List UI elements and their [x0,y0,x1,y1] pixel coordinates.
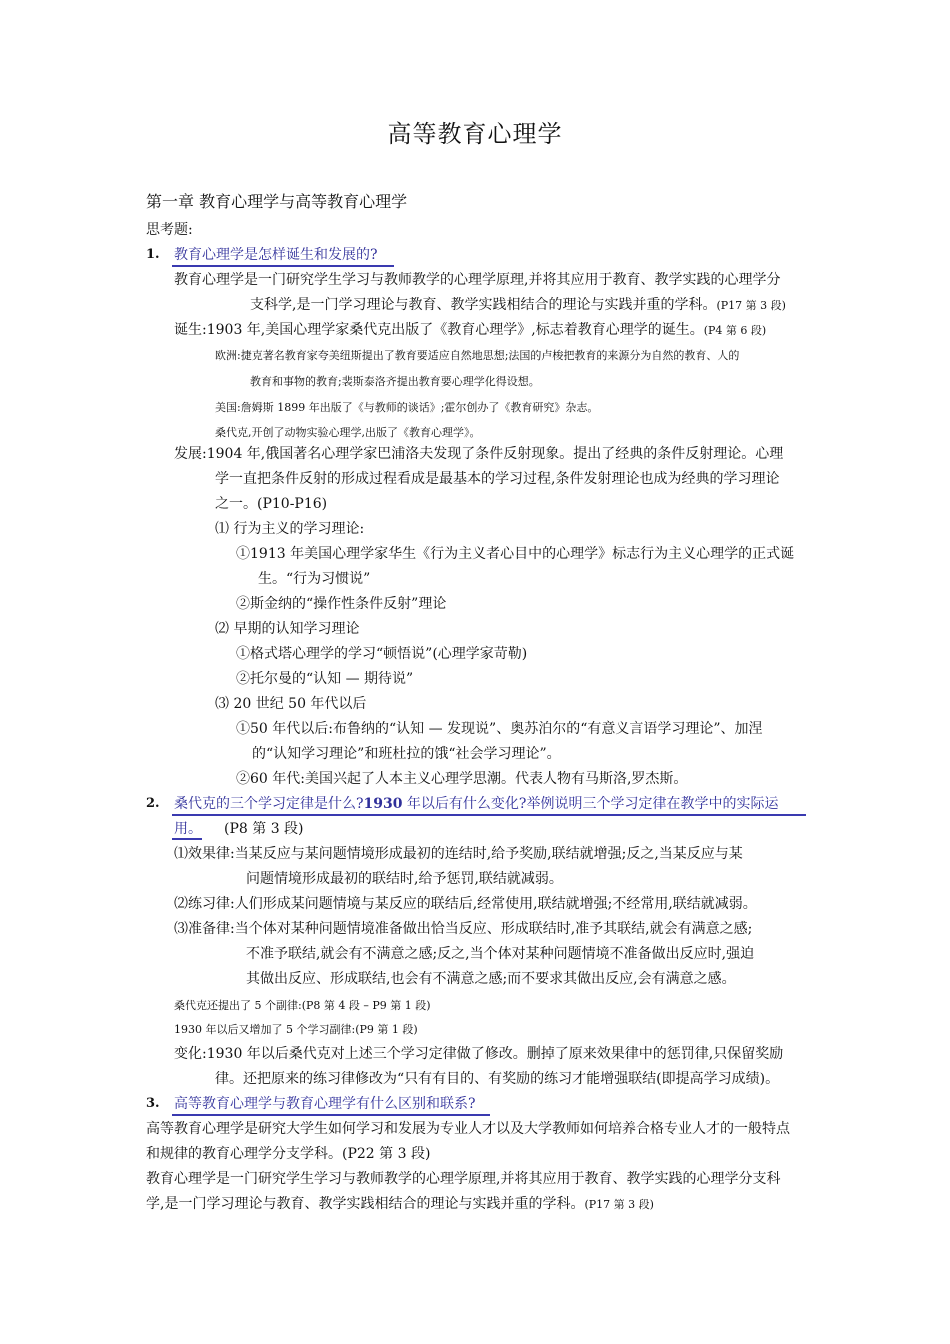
paragraph-line: 桑代克还提出了 5 个副律:(P8 第 4 段 – P9 第 1 段) [174,999,431,1012]
paragraph-line: 学一直把条件反射的形成过程看成是最基本的学习过程,条件发射理论也成为经典的学习理论 [215,471,780,487]
chapter-heading: 第一章 教育心理学与高等教育心理学 [146,192,408,211]
paragraph-line: 1930 年以后又增加了 5 个学习副律:(P9 第 1 段) [174,1023,418,1036]
paragraph-line: 支科学,是一门学习理论与教育、教学实践相结合的理论与实践并重的学科。(P17 第 3 段) [250,297,786,313]
paragraph-line: 律。还把原来的练习律修改为“只有有目的、有奖励的练习才能增强联结(即提高学习成绩)。 [215,1071,780,1087]
list-item: 的“认知学习理论”和班杜拉的饿“社会学习理论”。 [252,746,561,762]
page-reference: (P4 第 6 段) [703,324,767,337]
paragraph-line: 诞生:1903 年,美国心理学家桑代克出版了《教育心理学》,标志着教育心理学的诞生。(P4 第 6 段) [174,322,767,338]
page-reference: (P17 第 3 段) [716,299,786,312]
list-item: ①1913 年美国心理学家华生《行为主义者心目中的心理学》标志行为主义心理学的正式诞 [236,546,795,562]
list-item: 生。“行为习惯说” [258,571,371,587]
list-item: ①50 年代以后:布鲁纳的“认知 — 发现说”、奥苏泊尔的“有意义言语学习理论”、加涅 [236,721,763,737]
law-item: ⑴效果律:当某反应与某问题情境形成最初的连结时,给予奖励,联结就增强;反之,当某反应与某 [174,846,743,862]
question-number: 3. [146,1096,160,1111]
law-item: ⑵练习律:人们形成某问题情境与某反应的联结后,经常使用,联结就增强;不经常用,联结就减弱。 [174,896,757,912]
list-item: ②斯金纳的“操作性条件反射”理论 [236,596,447,612]
paragraph-line: 教育心理学是一门研究学生学习与教师教学的心理学原理,并将其应用于教育、教学实践的心理学分支科 [146,1171,781,1187]
page-reference: (P17 第 3 段) [584,1198,654,1211]
section-heading: ⑴ 行为主义的学习理论: [215,521,365,537]
paragraph-line: 欧洲:捷克著名教育家夸美纽斯提出了教育要适应自然地思想;法国的卢梭把教育的来源分为自然的教育、人的 [215,349,740,362]
question-text: 用。 (P8 第 3 段) [174,821,304,837]
law-item: 不准予联结,就会有不满意之感;反之,当个体对某种问题情境不准备做出反应时,强迫 [246,946,755,962]
paragraph-line: 教育心理学是一门研究学生学习与教师教学的心理学原理,并将其应用于教育、教学实践的心理学分 [174,272,781,288]
question-underline [172,838,202,840]
law-item: 其做出反应、形成联结,也会有不满意之感;而不要求其做出反应,会有满意之感。 [246,971,736,987]
question-text: 教育心理学是怎样诞生和发展的? [174,247,378,263]
question-underline [172,1114,490,1116]
question-underline [172,265,394,267]
law-item: 问题情境形成最初的联结时,给予惩罚,联结就减弱。 [246,871,563,887]
paragraph-line: 变化:1930 年以后桑代克对上述三个学习定律做了修改。删掉了原来效果律中的惩罚律,只保留奖励 [174,1046,784,1062]
list-item: ②托尔曼的“认知 — 期待说” [236,671,414,687]
paragraph-line: 教育和事物的教育;裴斯泰洛齐提出教育要心理学化得设想。 [250,375,540,388]
paragraph-line: 桑代克,开创了动物实验心理学,出版了《教育心理学》。 [215,426,481,439]
question-text: 高等教育心理学与教育心理学有什么区别和联系? [174,1096,476,1112]
list-item: ①格式塔心理学的学习“顿悟说”(心理学家苛勒) [236,646,528,662]
page-reference: (P8 第 3 段) [224,821,304,837]
paragraph-line: 高等教育心理学是研究大学生如何学习和发展为专业人才以及大学教师如何培养合格专业人才的一般特点 [146,1121,790,1137]
think-label: 思考题: [146,222,193,238]
question-number: 1. [146,247,160,262]
question-underline [172,814,806,816]
section-heading: ⑶ 20 世纪 50 年代以后 [215,696,367,712]
law-item: ⑶准备律:当个体对某种问题情境准备做出恰当反应、形成联结时,准予其联结,就会有满意之感; [174,921,753,937]
question-number: 2. [146,796,160,811]
page-title: 高等教育心理学 [387,120,563,148]
question-text: 桑代克的三个学习定律是什么?1930 年以后有什么变化?举例说明三个学习定律在教学中的实际运 [174,796,779,812]
paragraph-line: 之一。(P10-P16) [215,496,328,512]
paragraph-line: 和规律的教育心理学分支学科。(P22 第 3 段) [146,1146,431,1162]
section-heading: ⑵ 早期的认知学习理论 [215,621,360,637]
list-item: ②60 年代:美国兴起了人本主义心理学思潮。代表人物有马斯洛,罗杰斯。 [236,771,688,787]
paragraph-line: 学,是一门学习理论与教育、教学实践相结合的理论与实践并重的学科。(P17 第 3 段) [146,1196,654,1212]
paragraph-line: 美国:詹姆斯 1899 年出版了《与教师的谈话》;霍尔创办了《教育研究》杂志。 [215,401,599,414]
paragraph-line: 发展:1904 年,俄国著名心理学家巴浦洛夫发现了条件反射现象。提出了经典的条件反射理论。心理 [174,446,784,462]
